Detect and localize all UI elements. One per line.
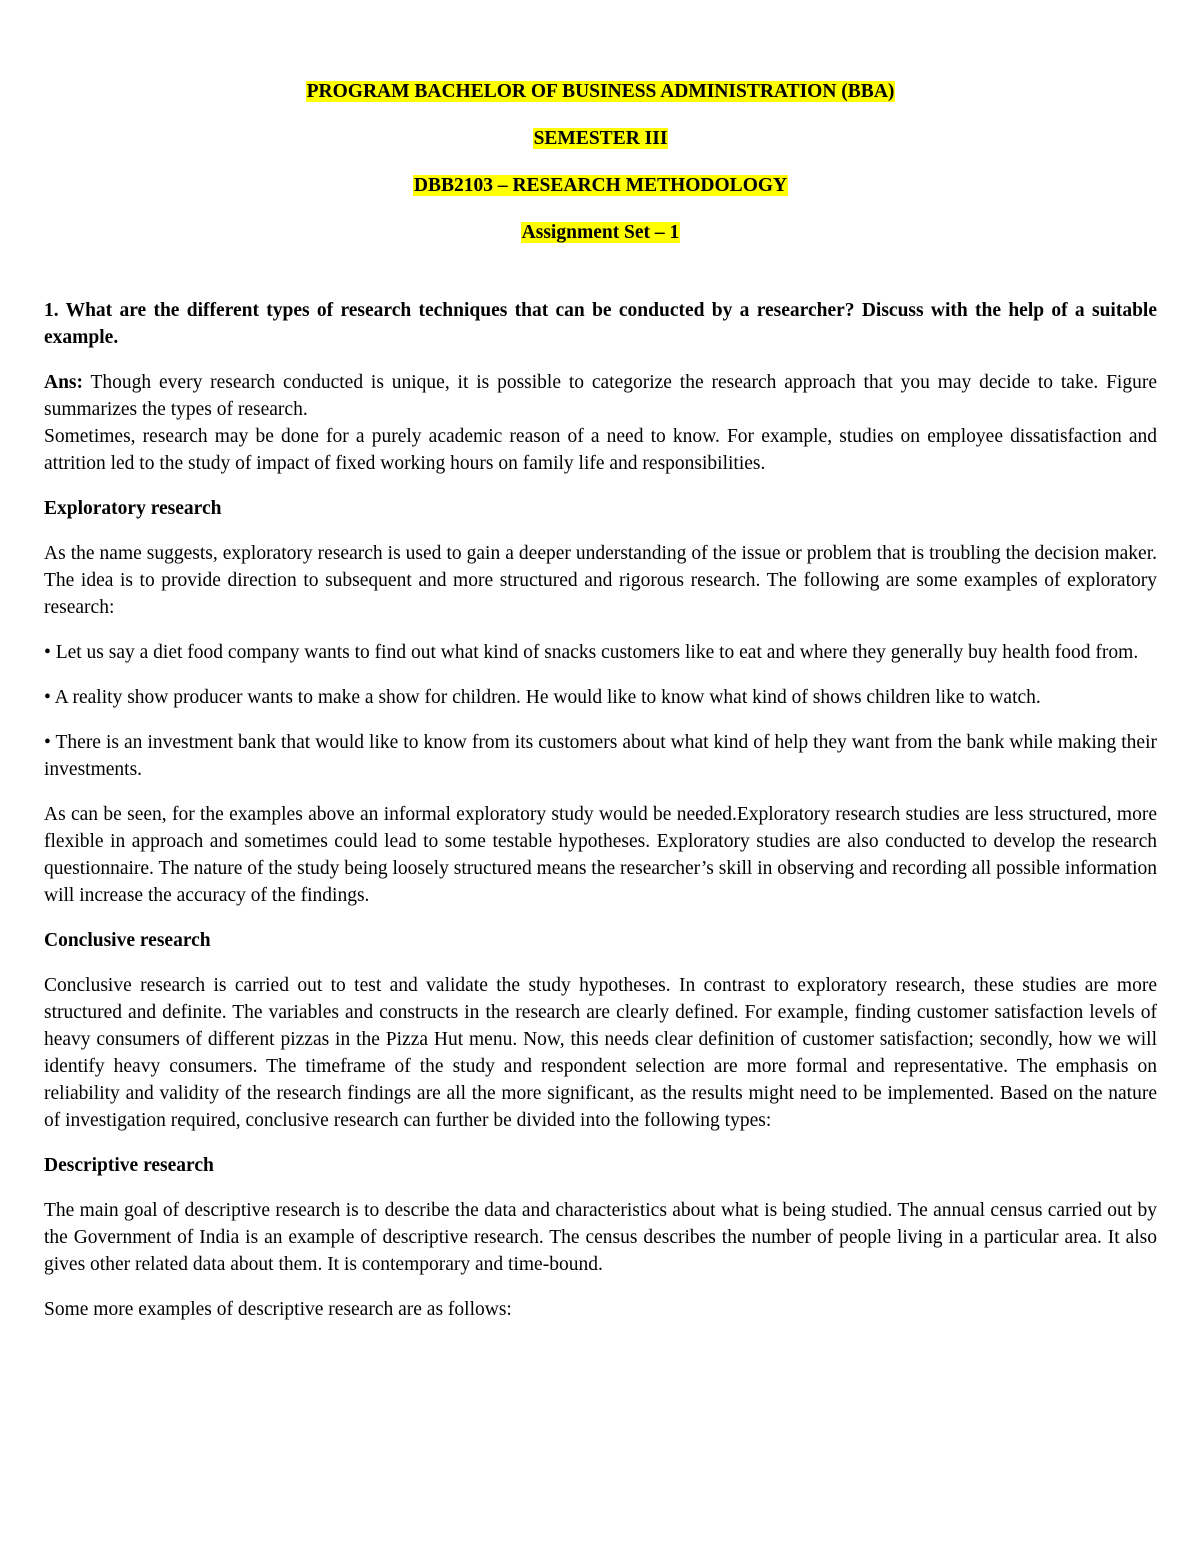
exploratory-bullet-2: • A reality show producer wants to make a show for children. He would like to know what kind of shows children like to watch. xyxy=(44,687,1041,708)
descriptive-more: Some more examples of descriptive research are as follows: xyxy=(44,1299,512,1320)
answer-intro-text: Though every research conducted is unique, it is possible to categorize the research approach that you may decide to take. Figure summarizes the types of research. xyxy=(44,372,1157,420)
assignment-title: Assignment Set – 1 xyxy=(521,222,680,243)
exploratory-heading: Exploratory research xyxy=(44,498,222,519)
exploratory-para-2: As can be seen, for the examples above an informal exploratory study would be needed.Exploratory research studies are less structured, more flexible in approach and sometimes could lead to some testable hypotheses. Exploratory studies are also conducted to develop the research questionnaire. The nature of the study being loosely structured means the researcher’s skill in observing and recording all possible information will increase the accuracy of the findings. xyxy=(44,804,1157,906)
exploratory-bullet-3: • There is an investment bank that would like to know from its customers about what kind of help they want from the bank while making their investments. xyxy=(44,732,1157,780)
answer-label: Ans: xyxy=(44,372,84,393)
descriptive-heading: Descriptive research xyxy=(44,1155,214,1176)
course-title: DBB2103 – RESEARCH METHODOLOGY xyxy=(413,175,788,196)
document-header xyxy=(44,78,1157,266)
answer-intro-2: Sometimes, research may be done for a purely academic reason of a need to know. For example, studies on employee dissatisfaction and attrition led to the study of impact of fixed working hours on family life and responsibilities. xyxy=(44,426,1157,474)
semester-title: SEMESTER III xyxy=(533,128,668,149)
answer-intro xyxy=(44,369,1157,423)
program-title: PROGRAM BACHELOR OF BUSINESS ADMINISTRATION (BBA) xyxy=(306,81,895,102)
descriptive-para: The main goal of descriptive research is to describe the data and characteristics about what is being studied. The annual census carried out by the Government of India is an example of descriptive research. The census describes the number of people living in a particular area. It also gives other related data about them. It is contemporary and time-bound. xyxy=(44,1200,1157,1275)
question-text: 1. What are the different types of research techniques that can be conducted by a researcher? Discuss with the help of a suitable example. xyxy=(44,300,1157,348)
conclusive-heading: Conclusive research xyxy=(44,930,211,951)
conclusive-para: Conclusive research is carried out to test and validate the study hypotheses. In contrast to exploratory research, these studies are more structured and definite. The variables and constructs in the research are clearly defined. For example, finding customer satisfaction levels of heavy consumers of different pizzas in the Pizza Hut menu. Now, this needs clear definition of customer satisfaction; secondly, how we will identify heavy consumers. The timeframe of the study and respondent selection are more formal and representative. The emphasis on reliability and validity of the research findings are all the more significant, as the results might need to be implemented. Based on the nature of investigation required, conclusive research can further be divided into the following types: xyxy=(44,975,1157,1131)
document-page xyxy=(44,78,1157,1323)
exploratory-bullet-1: • Let us say a diet food company wants to find out what kind of snacks customers like to eat and where they generally buy health food from. xyxy=(44,642,1139,663)
exploratory-para-1: As the name suggests, exploratory research is used to gain a deeper understanding of the issue or problem that is troubling the decision maker. The idea is to provide direction to subsequent and more structured and rigorous research. The following are some examples of exploratory research: xyxy=(44,543,1157,618)
